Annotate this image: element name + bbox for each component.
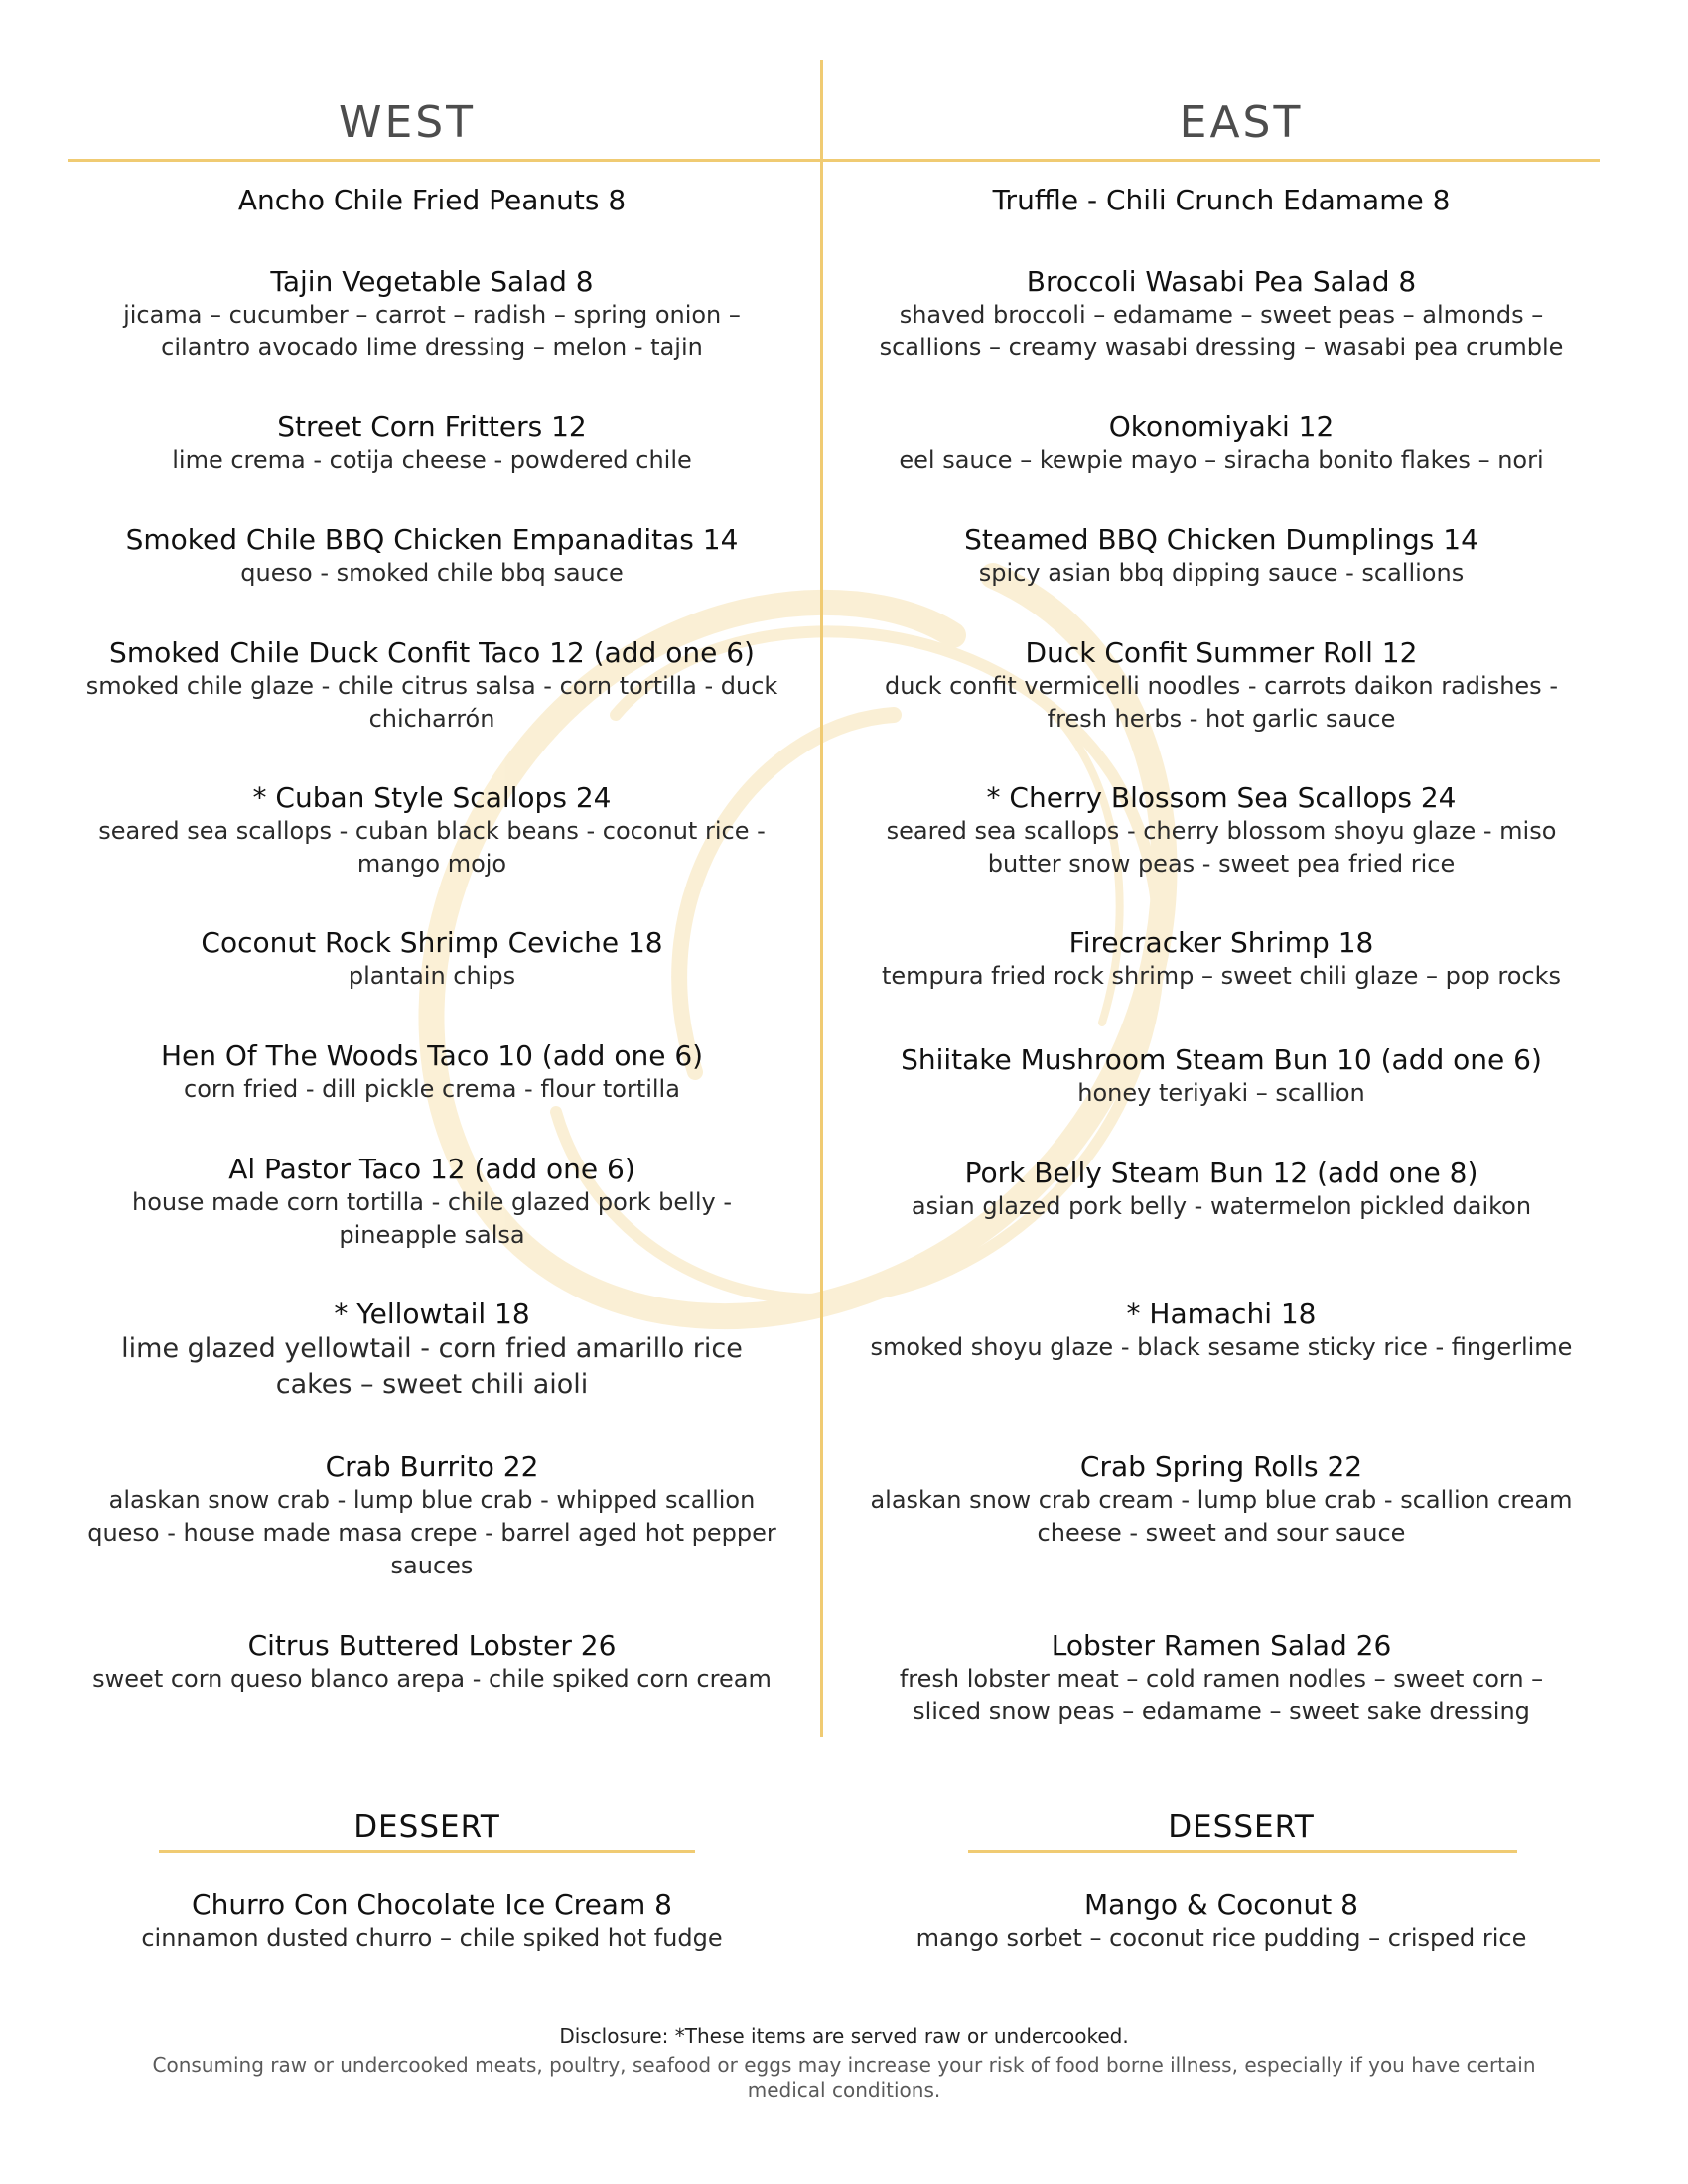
menu-item: [84, 636, 779, 736]
menu-item-description: queso - smoked chile bbq sauce: [240, 559, 624, 587]
menu-item: [864, 1297, 1579, 1364]
menu-item-name: Citrus Buttered Lobster 26: [247, 1629, 617, 1662]
menu-item-name: Shiitake Mushroom Steam Bun 10 (add one 6): [901, 1043, 1542, 1076]
menu-item-description: spicy asian bbq dipping sauce - scallions: [978, 559, 1465, 587]
west-dessert-rule: [159, 1850, 695, 1853]
menu-item: [864, 926, 1579, 993]
menu-item: [864, 410, 1579, 477]
east-dessert-heading: DESSERT: [1168, 1809, 1315, 1844]
west-heading: WEST: [338, 97, 477, 148]
menu-item-name: Al Pastor Taco 12 (add one 6): [228, 1153, 635, 1185]
menu-item: [84, 1450, 779, 1582]
east-dessert-rule: [968, 1850, 1517, 1853]
menu-item: [864, 636, 1579, 736]
menu-item-name: * Cuban Style Scallops 24: [252, 781, 612, 814]
menu-item-name: Okonomiyaki 12: [1108, 410, 1335, 443]
menu-item-description: tempura fried rock shrimp – sweet chili glaze – pop rocks: [881, 962, 1562, 990]
menu-item: [864, 1043, 1579, 1110]
menu-item-name: Duck Confit Summer Roll 12: [1025, 636, 1418, 669]
east-header-rule: [823, 159, 1600, 162]
disclosure-body: Consuming raw or undercooked meats, poultry, seafood or eggs may increase your risk of food borne illness, especially if you have certain medical conditions.: [152, 2053, 1536, 2102]
menu-item-description: lime glazed yellowtail - corn fried amarillo rice cakes – sweet chili aioli: [121, 1333, 743, 1400]
dessert-description: cinnamon dusted churro – chile spiked hot fudge: [141, 1924, 723, 1952]
menu-item-description: jicama – cucumber – carrot – radish – spring onion – cilantro avocado lime dressing – melon - tajin: [123, 301, 741, 361]
menu-item-description: honey teriyaki – scallion: [1077, 1079, 1365, 1107]
menu-item: [84, 1629, 779, 1696]
menu-item-description: smoked chile glaze - chile citrus salsa - corn tortilla - duck chicharrón: [85, 672, 778, 733]
menu-item: [864, 1157, 1579, 1223]
menu-item: [864, 781, 1579, 881]
menu-item: [84, 1039, 779, 1106]
menu-item: [864, 523, 1579, 590]
menu-item-description: alaskan snow crab - lump blue crab - whipped scallion queso - house made masa crepe - barrel aged hot pepper sauces: [87, 1486, 776, 1579]
menu-item: [84, 1297, 779, 1403]
menu-item-description: shaved broccoli – edamame – sweet peas – almonds – scallions – creamy wasabi dressing – wasabi pea crumble: [879, 301, 1564, 361]
menu-item-name: Steamed BBQ Chicken Dumplings 14: [964, 523, 1478, 556]
menu-item-name: Firecracker Shrimp 18: [1068, 926, 1374, 959]
dessert-description: mango sorbet – coconut rice pudding – crisped rice: [915, 1924, 1527, 1952]
disclosure: [99, 2023, 1589, 2103]
menu-item-description: sweet corn queso blanco arepa - chile spiked corn cream: [92, 1665, 772, 1693]
menu-item-name: Truffle - Chili Crunch Edamame 8: [992, 184, 1451, 216]
west-dessert-item: [84, 1888, 779, 1955]
menu-item-description: smoked shoyu glaze - black sesame sticky rice - fingerlime: [870, 1333, 1573, 1361]
menu-item: [84, 781, 779, 881]
menu-item: [864, 1629, 1579, 1728]
menu-item-description: seared sea scallops - cuban black beans - coconut rice - mango mojo: [98, 817, 766, 878]
dessert-name: Mango & Coconut 8: [1084, 1888, 1358, 1921]
menu-item-name: Ancho Chile Fried Peanuts 8: [237, 184, 627, 216]
menu-item: [84, 184, 779, 217]
menu-item-description: corn fried - dill pickle crema - flour tortilla: [184, 1075, 680, 1103]
menu-item: [84, 410, 779, 477]
dessert-name: Churro Con Chocolate Ice Cream 8: [192, 1888, 672, 1921]
menu-item-name: Hen Of The Woods Taco 10 (add one 6): [160, 1039, 704, 1072]
menu-item-description: seared sea scallops - cherry blossom shoyu glaze - miso butter snow peas - sweet pea fried rice: [886, 817, 1557, 878]
menu-item: [84, 265, 779, 364]
menu-item-name: * Cherry Blossom Sea Scallops 24: [986, 781, 1457, 814]
west-header-rule: [68, 159, 820, 162]
disclosure-title: Disclosure: *These items are served raw or undercooked.: [559, 2024, 1129, 2048]
menu-item-name: Pork Belly Steam Bun 12 (add one 8): [964, 1157, 1478, 1189]
menu-item-name: Smoked Chile BBQ Chicken Empanaditas 14: [125, 523, 739, 556]
menu-item-description: lime crema - cotija cheese - powdered chile: [172, 446, 692, 474]
menu-item-description: asian glazed pork belly - watermelon pickled daikon: [911, 1192, 1532, 1220]
menu-item-name: Coconut Rock Shrimp Ceviche 18: [201, 926, 663, 959]
menu-item-name: Lobster Ramen Salad 26: [1051, 1629, 1392, 1662]
menu-item-name: Crab Spring Rolls 22: [1079, 1450, 1363, 1483]
menu-item-description: duck confit vermicelli noodles - carrots daikon radishes - fresh herbs - hot garlic sauce: [885, 672, 1558, 733]
menu-item-name: * Yellowtail 18: [334, 1297, 530, 1330]
menu-item-name: Tajin Vegetable Salad 8: [270, 265, 594, 298]
menu-item-name: Street Corn Fritters 12: [277, 410, 587, 443]
east-dessert-item: [864, 1888, 1579, 1955]
menu-item: [864, 1450, 1579, 1550]
menu-item-name: * Hamachi 18: [1126, 1297, 1317, 1330]
menu-item-description: alaskan snow crab cream - lump blue crab - scallion cream cheese - sweet and sour sauce: [870, 1486, 1573, 1547]
menu-item-description: house made corn tortilla - chile glazed pork belly - pineapple salsa: [132, 1188, 732, 1249]
east-heading: EAST: [1179, 97, 1304, 148]
west-dessert-heading: DESSERT: [353, 1809, 500, 1844]
menu-item: [84, 926, 779, 993]
menu-item-name: Crab Burrito 22: [325, 1450, 539, 1483]
menu-item: [84, 523, 779, 590]
menu-item-description: plantain chips: [348, 962, 516, 990]
menu-item: [864, 184, 1579, 217]
menu-item-description: fresh lobster meat – cold ramen nodles – sweet corn – sliced snow peas – edamame – sweet sake dressing: [899, 1665, 1544, 1725]
menu-item: [864, 265, 1579, 364]
column-divider: [820, 60, 823, 1737]
menu-item-name: Broccoli Wasabi Pea Salad 8: [1026, 265, 1417, 298]
menu-item-description: eel sauce – kewpie mayo – siracha bonito flakes – nori: [899, 446, 1544, 474]
menu-item: [84, 1153, 779, 1252]
menu-item-name: Smoked Chile Duck Confit Taco 12 (add one 6): [109, 636, 755, 669]
